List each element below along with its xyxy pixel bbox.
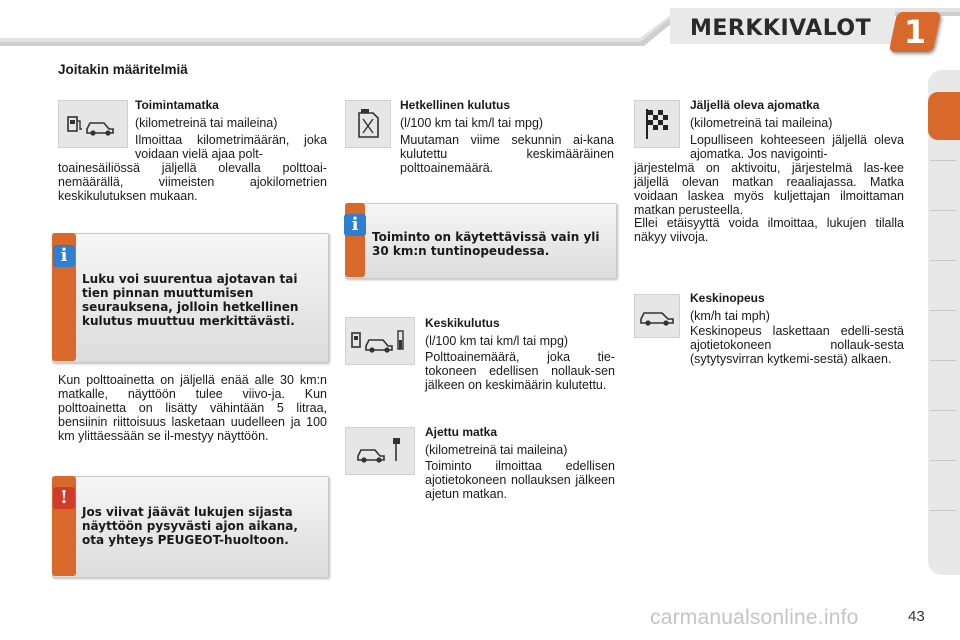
car-flag-icon [345,427,415,475]
chapter-number: 1 [903,13,927,51]
item-unit-trip-distance: (kilometreinä tai maileina) [135,116,278,130]
item-text-average-speed: Keskinopeus laskettaan edelli-sestä ajotietokoneen nollauk-sesta (sytytysvirran kytkemi-sestä) alkaen. [690,324,904,366]
item-unit-average-consumption: (l/100 km tai km/l tai mpg) [425,334,569,348]
warning-note-text: Jos viivat jäävät lukujen sijasta näyttöön pysyvästi ajon aikana, ota yhteys PEUGEOT-huoltoon. [82,505,298,547]
tab-divider [930,460,956,461]
item-text-remaining-distance-cont: järjestelmä on aktivoitu, järjestelmä las-kee jäljellä olevan matkan reaaliajassa. Matka voidaan laskea myös kuljettajan ilmoittaman matkan perusteella. [634,161,904,217]
item-unit-average-speed: (km/h tai mph) [690,309,770,323]
tab-divider [930,510,956,511]
info-icon: i [53,245,75,267]
item-title-trip-distance: Toimintamatka [135,98,219,112]
section-title: Joitakin määritelmiä [58,62,188,77]
item-text-average-consumption: Polttoainemäärä, joka tie-tokoneen edellisen nollauk-sen jälkeen on keskimäärin kulutettu. [425,350,615,392]
item-text-remaining-distance-extra: Ellei etäisyyttä voida ilmoittaa, lukujen tilalla näkyy viivoja. [634,216,904,244]
fuel-can-icon [345,100,391,148]
left-paragraph: Kun polttoainetta on jäljellä enää alle 30 km:n matkalle, näyttöön tulee viivo-ja. Kun polttoainetta on lisätty vähintään 5 litraa, bensiinin riittoisuus lasketaan uudelleen ja 100 km ylittäessään se il-mestyy näyttöön. [58,373,327,443]
fuel-car-gauge-icon [345,317,415,365]
page-number: 43 [908,608,925,625]
info-note-left-text: Luku voi suurentua ajotavan tai tien pinnan muuttumisen seurauksena, jolloin hetkellinen kulutus muuttuu merkittävästi. [82,272,299,328]
chapter-tab-active [928,92,960,140]
item-text-distance-travelled: Toiminto ilmoittaa edellisen ajotietokoneen nollauksen jälkeen ajetun matkan. [425,459,615,501]
info-note-middle-text: Toiminto on käytettävissä vain yli 30 km:n tuntinopeudessa. [372,230,600,258]
tab-divider [930,310,956,311]
chapter-title: MERKKIVALOT [690,16,872,41]
tab-divider [930,210,956,211]
item-title-instant-consumption: Hetkellinen kulutus [400,98,511,112]
item-text-trip-distance: Ilmoittaa kilometrimäärän, joka voidaan vielä ajaa polt- [135,133,327,161]
fuel-pump-car-icon [58,100,128,148]
item-text-remaining-distance: Lopulliseen kohteeseen jäljellä oleva ajomatka. Jos navigointi- [690,133,904,161]
item-text-trip-distance-cont: toainesäiliössä jäljellä olevalla polttoai-nemäärällä, viimeisten ajokilometrien keskikulutuksen mukaan. [58,161,327,203]
item-title-average-speed: Keskinopeus [690,291,765,305]
item-text-instant-consumption: Muutaman viime sekunnin ai-kana kulutettu keskimääräinen polttoainemäärä. [400,133,614,175]
warning-icon: ! [53,487,75,509]
info-icon: i [344,214,366,236]
item-title-average-consumption: Keskikulutus [425,316,500,330]
item-title-remaining-distance: Jäljellä oleva ajomatka [690,98,820,112]
item-title-distance-travelled: Ajettu matka [425,425,498,439]
tab-divider [930,410,956,411]
tab-divider [930,360,956,361]
tab-divider [930,160,956,161]
chapter-tab-rail [928,70,960,575]
item-unit-distance-travelled: (kilometreinä tai maileina) [425,443,568,457]
checkered-flag-icon [634,100,680,148]
tab-divider [930,260,956,261]
car-speed-icon [634,294,680,338]
item-unit-remaining-distance: (kilometreinä tai maileina) [690,116,833,130]
watermark: carmanualsonline.info [650,606,859,629]
item-unit-instant-consumption: (l/100 km tai km/l tai mpg) [400,116,544,130]
